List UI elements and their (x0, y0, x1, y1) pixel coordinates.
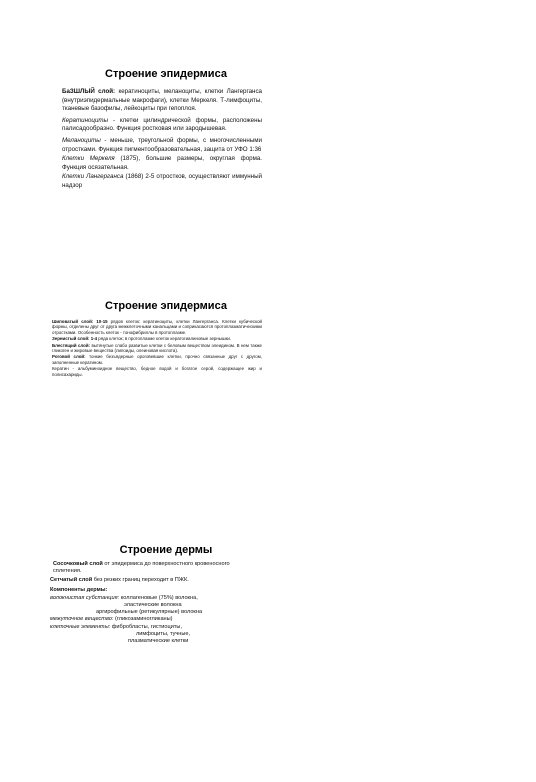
paragraph-reticular-layer (50, 577, 250, 584)
term-merkel: Клетки Меркеля (62, 155, 115, 163)
text-lucid-layer: вытянутые слабо развитые клетки с беловым веществом элеидином. В нем также гликоген и жировые вещества (липоиды, олеиновая кислота). (52, 342, 263, 354)
slide-body (50, 561, 250, 645)
slide-epidermis-basal (0, 0, 536, 260)
term-ground-substance: межуточное вещество: (50, 616, 114, 623)
paragraph-fibrous-substance (50, 595, 250, 602)
paragraph-horny-layer (52, 354, 262, 365)
paragraph-basal-layer (62, 88, 262, 114)
term-reticular-layer: Сетчатый слой (50, 577, 93, 584)
term-fibrous-substance: волокнистая субстанция: (50, 594, 120, 601)
slide-dermis (0, 520, 536, 782)
text-reticular-layer: без резких границ переходит в ПЖК. (92, 577, 189, 584)
paragraph-spinous-layer (52, 319, 262, 335)
slide-title: Строение эпидермиса (105, 300, 227, 312)
term-melanocytes: Меланоциты (62, 136, 101, 144)
term-langerhans: Клетки Лангерганса (62, 173, 124, 181)
term-cellular-elements: клеточные элементы: (50, 623, 111, 630)
slide-epidermis-layers (0, 260, 536, 520)
text-spinous-layer: рядов клеток: кератиноциты, клетки Лангерганса. Клетки кубической формы, отделены друг от друга межклеточными канальцами и соприкасаются протоплазматическими отростками. Особенность клеток - тонофибриллы в протоплазме. (52, 319, 262, 335)
slide-title: Строение дермы (119, 544, 213, 556)
paragraph-papillary-layer (50, 561, 250, 575)
term-horny-layer: Роговой слой: (52, 354, 86, 360)
text-melanocytes: - меньше, треугольной формы, с многочисленными отростками. Функция пигментообразовательная, защита от УФО 1:36 (62, 136, 262, 153)
term-basal-layer: БаЗШЛЫЙ слой: (62, 88, 116, 95)
slide-title: Строение эпидермиса (105, 68, 227, 80)
term-lucid-layer: Блестящий слой: (52, 342, 90, 348)
paragraph-granular-layer (52, 336, 262, 341)
text-ground-substance: (гликозаминогликаны) (113, 616, 173, 623)
term-keratinocytes: Кератиноциты (62, 116, 109, 124)
text-merkel: (1875), большие размеры, округлая форма. Функция осязательная. (62, 155, 262, 171)
line-reticular-fibers: аргирофильные (ретикулярные) волокна (96, 609, 203, 616)
paragraph-langerhans (62, 173, 262, 190)
paragraph-ground-substance (50, 616, 250, 623)
paragraph-melanocytes (62, 137, 262, 154)
term-spinous-layer: Шиповатый слой: 10-15 (52, 319, 108, 324)
slide-body (52, 319, 262, 377)
slide-body (62, 88, 262, 191)
paragraph-cellular-elements (50, 624, 250, 631)
term-papillary-layer: Сосочковый слой (53, 561, 103, 567)
text-papillary-layer: от эпидермиса до поверхностного кровеносного сплетения. (53, 561, 230, 575)
text-granular-layer: ряда клеток; в протоплазме клеток кератогиалиновые зернышки. (97, 336, 232, 342)
paragraph-lucid-layer (52, 343, 262, 354)
line-plasma-cells: плазматические клетки (128, 638, 189, 645)
line-elastic-fibers: эластические волокна (124, 602, 182, 609)
text-basal-layer: кератиноциты, меланоциты, клетки Лангерганса (внутриэпидермальные макрофаги), клетки Меркеля. Т-лимфоциты, тканевые базофилы, лейкоциты при гепоплоя. (62, 88, 263, 113)
paragraph-merkel (62, 155, 262, 172)
heading-dermis-components: Компоненты дермы: (50, 586, 108, 593)
text-horny-layer: тонкие безъядерные ороговевшие клетки, прочно связанные друг с другом, заполненные кератином. (52, 354, 262, 365)
text-langerhans: (1868) 2-5 отростков, осуществляют иммунный надзор (62, 173, 262, 189)
text-keratinocytes: - клетки цилиндрической формы, расположены палисадообразно. Функция ростковая или зародышевая. (62, 116, 262, 133)
text-fibrous-substance: коллагеновые (75%) волокна, (119, 594, 198, 601)
text-cellular-elements: фибробласты, гистиоциты, (110, 623, 182, 630)
line-lymphocytes: лимфоциты, тучные, (136, 630, 191, 637)
term-granular-layer: Зернистый слой: 1-4 (52, 336, 98, 342)
paragraph-keratin: Кератин - альбуминоидное вещество, бедное водой и богатое серой, содержащее жир и полисахариды. (52, 366, 262, 377)
paragraph-keratinocytes (62, 117, 262, 134)
